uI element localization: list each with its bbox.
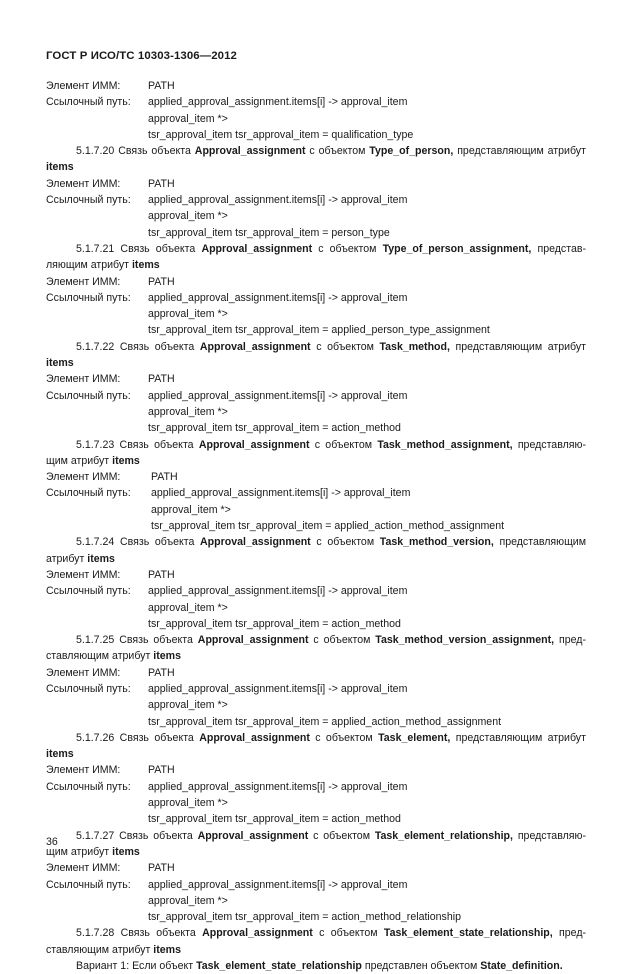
mapping-element-line: [46, 78, 586, 94]
reference-path-line: tsr_approval_item tsr_approval_item = person_type: [148, 226, 390, 239]
section-heading-continuation: ставляющим атрибут items: [46, 650, 181, 663]
section-heading-5-1-7-28: 5.1.7.28 Связь объекта Approval_assignment с объектом Task_element_state_relationship, пред-: [76, 927, 586, 940]
reference-path-line: tsr_approval_item tsr_approval_item = applied_person_type_assignment: [148, 324, 490, 337]
section-heading-5-1-7-24: 5.1.7.24 Связь объекта Approval_assignment с объектом Task_method_version, представляющим: [76, 536, 586, 549]
reference-path-line: tsr_approval_item tsr_approval_item = action_method: [148, 617, 401, 630]
section-heading-5-1-7-22: 5.1.7.22 Связь объекта Approval_assignment с объектом Task_method, представляющим атрибут: [76, 340, 586, 353]
mapping-element-line: Элемент ИММ: PATH: [46, 275, 175, 288]
reference-path-line: approval_item *>: [151, 503, 231, 516]
document-body: [46, 78, 586, 974]
reference-path-line: approval_item *>: [148, 308, 228, 321]
reference-path-line: Ссылочный путь: applied_approval_assignment.items[i] -> approval_item: [46, 780, 408, 793]
reference-path-line: Ссылочный путь: applied_approval_assignment.items[i] -> approval_item: [46, 291, 408, 304]
mapping-element-line: Элемент ИММ: PATH: [46, 666, 175, 679]
mapping-element-line: Элемент ИММ: PATH: [46, 373, 175, 386]
reference-path-line: approval_item *>: [148, 894, 228, 907]
reference-path-line: [46, 111, 586, 127]
reference-path-line: Ссылочный путь: applied_approval_assignment.items[i] -> approval_item: [46, 878, 408, 891]
reference-path-value: approval_item *>: [148, 112, 228, 125]
section-heading-5-1-7-26: 5.1.7.26 Связь объекта Approval_assignment с объектом Task_element, представляющим атрибут: [76, 731, 586, 744]
reference-path-line: approval_item *>: [148, 210, 228, 223]
reference-path-line: approval_item *>: [148, 405, 228, 418]
section-heading-5-1-7-27: 5.1.7.27 Связь объекта Approval_assignment с объектом Task_element_relationship, представляю-: [76, 829, 586, 842]
section-heading-continuation: items: [46, 161, 74, 174]
section-heading-continuation: ставляющим атрибут items: [46, 943, 181, 956]
reference-path-line: approval_item *>: [148, 797, 228, 810]
mapping-element-line: Элемент ИММ: PATH: [46, 764, 175, 777]
section-heading-5-1-7-20: 5.1.7.20 Связь объекта Approval_assignment с объектом Type_of_person, представляющим атрибут: [76, 145, 586, 158]
section-heading-continuation: ляющим атрибут items: [46, 259, 160, 272]
reference-path-line: tsr_approval_item tsr_approval_item = action_method: [148, 422, 401, 435]
reference-path-line: tsr_approval_item tsr_approval_item = action_method: [148, 813, 401, 826]
document-header: ГОСТ Р ИСО/ТС 10303-1306—2012: [46, 50, 237, 62]
reference-path-value: applied_approval_assignment.items[i] -> approval_item: [148, 96, 408, 109]
mapping-element-line: Элемент ИММ: PATH: [46, 177, 175, 190]
reference-path-label: Ссылочный путь:: [46, 96, 131, 109]
variant-paragraph: Вариант 1: Если объект Task_element_state_relationship представлен объектом State_definition.: [76, 960, 563, 973]
element-value: PATH: [148, 80, 175, 92]
reference-path-line: [46, 127, 586, 143]
reference-path-line: Ссылочный путь: applied_approval_assignment.items[i] -> approval_item: [46, 389, 408, 402]
mapping-element-line: Элемент ИММ: PATH: [46, 862, 175, 875]
reference-path-line: Ссылочный путь: applied_approval_assignment.items[i] -> approval_item: [46, 194, 408, 207]
element-label: Элемент ИММ:: [46, 80, 121, 92]
reference-path-line: tsr_approval_item tsr_approval_item = applied_action_method_assignment: [151, 520, 505, 533]
mapping-element-line: Элемент ИММ: PATH: [46, 471, 178, 484]
section-heading-continuation: items: [46, 357, 74, 370]
section-heading-continuation: щим атрибут items: [46, 845, 140, 858]
section-heading-5-1-7-23: 5.1.7.23 Связь объекта Approval_assignment с объектом Task_method_assignment, представляю-: [76, 438, 586, 451]
reference-path-line: Ссылочный путь: applied_approval_assignment.items[i] -> approval_item: [46, 585, 408, 598]
reference-path-line: Ссылочный путь: applied_approval_assignment.items[i] -> approval_item: [46, 487, 411, 500]
mapping-element-line: Элемент ИММ: PATH: [46, 568, 175, 581]
page-number: 36: [46, 836, 58, 848]
reference-path-line: tsr_approval_item tsr_approval_item = action_method_relationship: [148, 911, 461, 924]
reference-path-line: Ссылочный путь: applied_approval_assignment.items[i] -> approval_item: [46, 682, 408, 695]
reference-path-line: [46, 94, 586, 110]
section-heading-continuation: атрибут items: [46, 552, 115, 565]
section-heading-continuation: items: [46, 748, 74, 761]
section-heading-5-1-7-21: 5.1.7.21 Связь объекта Approval_assignment с объектом Type_of_person_assignment, представ-: [76, 242, 586, 255]
reference-path-line: approval_item *>: [148, 699, 228, 712]
section-heading-5-1-7-25: 5.1.7.25 Связь объекта Approval_assignment с объектом Task_method_version_assignment, пред-: [76, 634, 586, 647]
section-heading-continuation: щим атрибут items: [46, 454, 140, 467]
reference-path-line: approval_item *>: [148, 601, 228, 614]
reference-path-value: tsr_approval_item tsr_approval_item = qualification_type: [148, 128, 414, 141]
reference-path-line: tsr_approval_item tsr_approval_item = applied_action_method_assignment: [148, 715, 502, 728]
